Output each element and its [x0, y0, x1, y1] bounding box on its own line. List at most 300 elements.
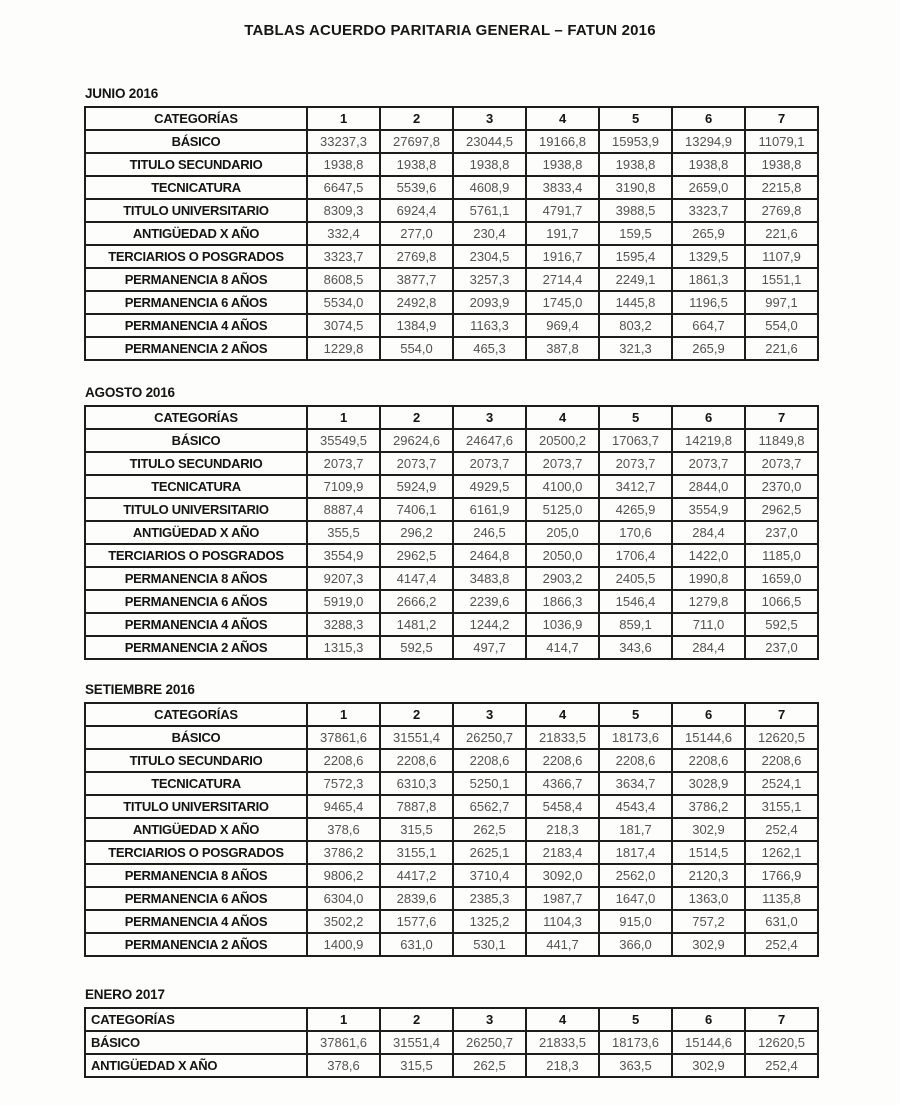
value-cell: 2666,2 [380, 590, 453, 613]
value-cell: 3155,1 [380, 841, 453, 864]
table-row [85, 864, 818, 887]
value-cell: 15953,9 [599, 130, 672, 153]
enero-2017-table [84, 1007, 819, 1078]
value-cell: 2050,0 [526, 544, 599, 567]
value-cell: 1163,3 [453, 314, 526, 337]
row-label-cell: BÁSICO [85, 1031, 307, 1054]
table-row [85, 772, 818, 795]
value-cell: 1938,8 [307, 153, 380, 176]
value-cell: 2073,7 [526, 452, 599, 475]
value-cell: 31551,4 [380, 1031, 453, 1054]
categories-header-cell: CATEGORÍAS [85, 107, 307, 130]
value-cell: 237,0 [745, 636, 818, 659]
value-cell: 23044,5 [453, 130, 526, 153]
value-cell: 252,4 [745, 1054, 818, 1077]
value-cell: 6562,7 [453, 795, 526, 818]
value-cell: 2073,7 [307, 452, 380, 475]
category-number-header-cell: 1 [307, 1008, 380, 1031]
value-cell: 1938,8 [672, 153, 745, 176]
value-cell: 5919,0 [307, 590, 380, 613]
value-cell: 387,8 [526, 337, 599, 360]
category-number-header-cell: 7 [745, 1008, 818, 1031]
value-cell: 3074,5 [307, 314, 380, 337]
section-label: ENERO 2017 [85, 987, 165, 1002]
category-number-header-cell: 6 [672, 406, 745, 429]
value-cell: 1938,8 [380, 153, 453, 176]
table-row [85, 910, 818, 933]
value-cell: 27697,8 [380, 130, 453, 153]
value-cell: 4608,9 [453, 176, 526, 199]
value-cell: 4417,2 [380, 864, 453, 887]
value-cell: 366,0 [599, 933, 672, 956]
value-cell: 2769,8 [745, 199, 818, 222]
value-cell: 3323,7 [307, 245, 380, 268]
row-label-cell: TECNICATURA [85, 176, 307, 199]
value-cell: 2093,9 [453, 291, 526, 314]
table-row [85, 314, 818, 337]
value-cell: 4100,0 [526, 475, 599, 498]
value-cell: 355,5 [307, 521, 380, 544]
junio-2016-table [84, 106, 819, 361]
row-label-cell: TITULO SECUNDARIO [85, 153, 307, 176]
value-cell: 2714,4 [526, 268, 599, 291]
value-cell: 1107,9 [745, 245, 818, 268]
page-title: TABLAS ACUERDO PARITARIA GENERAL – FATUN 2016 [244, 22, 656, 39]
value-cell: 2962,5 [380, 544, 453, 567]
row-label-cell: BÁSICO [85, 429, 307, 452]
setiembre-2016-table [84, 702, 819, 957]
value-cell: 2073,7 [453, 452, 526, 475]
table-row [85, 199, 818, 222]
value-cell: 12620,5 [745, 1031, 818, 1054]
value-cell: 2492,8 [380, 291, 453, 314]
value-cell: 1262,1 [745, 841, 818, 864]
table-row [85, 795, 818, 818]
table-row [85, 818, 818, 841]
value-cell: 4147,4 [380, 567, 453, 590]
value-cell: 1422,0 [672, 544, 745, 567]
value-cell: 11079,1 [745, 130, 818, 153]
table-row [85, 933, 818, 956]
value-cell: 997,1 [745, 291, 818, 314]
value-cell: 3155,1 [745, 795, 818, 818]
section-label: JUNIO 2016 [85, 86, 159, 101]
value-cell: 2625,1 [453, 841, 526, 864]
value-cell: 2208,6 [453, 749, 526, 772]
value-cell: 246,5 [453, 521, 526, 544]
value-cell: 554,0 [380, 337, 453, 360]
value-cell: 664,7 [672, 314, 745, 337]
value-cell: 631,0 [745, 910, 818, 933]
value-cell: 1577,6 [380, 910, 453, 933]
value-cell: 4543,4 [599, 795, 672, 818]
value-cell: 2208,6 [745, 749, 818, 772]
row-label-cell: PERMANENCIA 2 AÑOS [85, 636, 307, 659]
value-cell: 1135,8 [745, 887, 818, 910]
row-label-cell: ANTIGÜEDAD X AÑO [85, 521, 307, 544]
category-number-header-cell: 6 [672, 1008, 745, 1031]
value-cell: 19166,8 [526, 130, 599, 153]
value-cell: 1938,8 [526, 153, 599, 176]
header-row [85, 703, 818, 726]
value-cell: 378,6 [307, 1054, 380, 1077]
value-cell: 284,4 [672, 636, 745, 659]
category-number-header-cell: 2 [380, 703, 453, 726]
value-cell: 1745,0 [526, 291, 599, 314]
value-cell: 1279,8 [672, 590, 745, 613]
section-enero-2017 [84, 987, 900, 1078]
value-cell: 5924,9 [380, 475, 453, 498]
value-cell: 230,4 [453, 222, 526, 245]
value-cell: 265,9 [672, 337, 745, 360]
value-cell: 4366,7 [526, 772, 599, 795]
row-label-cell: ANTIGÜEDAD X AÑO [85, 818, 307, 841]
value-cell: 969,4 [526, 314, 599, 337]
category-number-header-cell: 2 [380, 406, 453, 429]
value-cell: 218,3 [526, 1054, 599, 1077]
section-setiembre-2016 [84, 682, 900, 957]
value-cell: 3288,3 [307, 613, 380, 636]
value-cell: 1196,5 [672, 291, 745, 314]
value-cell: 191,7 [526, 222, 599, 245]
value-cell: 6310,3 [380, 772, 453, 795]
value-cell: 2239,6 [453, 590, 526, 613]
row-label-cell: PERMANENCIA 8 AÑOS [85, 268, 307, 291]
value-cell: 4929,5 [453, 475, 526, 498]
table-row [85, 726, 818, 749]
row-label-cell: PERMANENCIA 2 AÑOS [85, 933, 307, 956]
value-cell: 1244,2 [453, 613, 526, 636]
table-row [85, 613, 818, 636]
row-label-cell: ANTIGÜEDAD X AÑO [85, 1054, 307, 1077]
value-cell: 2208,6 [526, 749, 599, 772]
value-cell: 554,0 [745, 314, 818, 337]
table-row [85, 429, 818, 452]
row-label-cell: TITULO SECUNDARIO [85, 452, 307, 475]
value-cell: 343,6 [599, 636, 672, 659]
value-cell: 18173,6 [599, 1031, 672, 1054]
row-label-cell: PERMANENCIA 6 AÑOS [85, 291, 307, 314]
value-cell: 181,7 [599, 818, 672, 841]
table-row [85, 268, 818, 291]
value-cell: 2073,7 [672, 452, 745, 475]
category-number-header-cell: 6 [672, 107, 745, 130]
category-number-header-cell: 2 [380, 107, 453, 130]
value-cell: 1990,8 [672, 567, 745, 590]
table-row [85, 841, 818, 864]
value-cell: 592,5 [380, 636, 453, 659]
category-number-header-cell: 1 [307, 107, 380, 130]
value-cell: 1325,2 [453, 910, 526, 933]
row-label-cell: PERMANENCIA 6 AÑOS [85, 887, 307, 910]
value-cell: 3483,8 [453, 567, 526, 590]
value-cell: 3786,2 [307, 841, 380, 864]
category-number-header-cell: 7 [745, 107, 818, 130]
value-cell: 14219,8 [672, 429, 745, 452]
value-cell: 170,6 [599, 521, 672, 544]
value-cell: 29624,6 [380, 429, 453, 452]
value-cell: 2249,1 [599, 268, 672, 291]
value-cell: 205,0 [526, 521, 599, 544]
category-number-header-cell: 6 [672, 703, 745, 726]
value-cell: 31551,4 [380, 726, 453, 749]
row-label-cell: TECNICATURA [85, 772, 307, 795]
section-junio-2016 [84, 86, 900, 361]
value-cell: 26250,7 [453, 1031, 526, 1054]
value-cell: 592,5 [745, 613, 818, 636]
value-cell: 1861,3 [672, 268, 745, 291]
value-cell: 1384,9 [380, 314, 453, 337]
value-cell: 252,4 [745, 818, 818, 841]
value-cell: 3710,4 [453, 864, 526, 887]
value-cell: 8309,3 [307, 199, 380, 222]
value-cell: 3323,7 [672, 199, 745, 222]
value-cell: 218,3 [526, 818, 599, 841]
header-row [85, 406, 818, 429]
value-cell: 18173,6 [599, 726, 672, 749]
row-label-cell: TERCIARIOS O POSGRADOS [85, 544, 307, 567]
value-cell: 1066,5 [745, 590, 818, 613]
value-cell: 315,5 [380, 1054, 453, 1077]
value-cell: 1916,7 [526, 245, 599, 268]
section-label: AGOSTO 2016 [85, 385, 175, 400]
value-cell: 1595,4 [599, 245, 672, 268]
value-cell: 296,2 [380, 521, 453, 544]
row-label-cell: PERMANENCIA 4 AÑOS [85, 314, 307, 337]
value-cell: 3988,5 [599, 199, 672, 222]
value-cell: 3412,7 [599, 475, 672, 498]
value-cell: 2073,7 [745, 452, 818, 475]
table-row [85, 498, 818, 521]
category-number-header-cell: 4 [526, 703, 599, 726]
table-row [85, 337, 818, 360]
category-number-header-cell: 4 [526, 1008, 599, 1031]
value-cell: 757,2 [672, 910, 745, 933]
value-cell: 497,7 [453, 636, 526, 659]
value-cell: 252,4 [745, 933, 818, 956]
category-number-header-cell: 5 [599, 703, 672, 726]
value-cell: 1481,2 [380, 613, 453, 636]
value-cell: 6161,9 [453, 498, 526, 521]
value-cell: 1315,3 [307, 636, 380, 659]
value-cell: 1363,0 [672, 887, 745, 910]
value-cell: 5125,0 [526, 498, 599, 521]
value-cell: 6304,0 [307, 887, 380, 910]
value-cell: 7887,8 [380, 795, 453, 818]
category-number-header-cell: 3 [453, 406, 526, 429]
row-label-cell: PERMANENCIA 6 AÑOS [85, 590, 307, 613]
value-cell: 414,7 [526, 636, 599, 659]
value-cell: 33237,3 [307, 130, 380, 153]
row-label-cell: PERMANENCIA 4 AÑOS [85, 910, 307, 933]
value-cell: 2844,0 [672, 475, 745, 498]
row-label-cell: TITULO UNIVERSITARIO [85, 498, 307, 521]
category-number-header-cell: 7 [745, 406, 818, 429]
value-cell: 2839,6 [380, 887, 453, 910]
value-cell: 1229,8 [307, 337, 380, 360]
category-number-header-cell: 2 [380, 1008, 453, 1031]
value-cell: 2562,0 [599, 864, 672, 887]
categories-header-cell: CATEGORÍAS [85, 703, 307, 726]
value-cell: 378,6 [307, 818, 380, 841]
value-cell: 284,4 [672, 521, 745, 544]
categories-header-cell: CATEGORÍAS [85, 406, 307, 429]
value-cell: 277,0 [380, 222, 453, 245]
row-label-cell: TERCIARIOS O POSGRADOS [85, 841, 307, 864]
value-cell: 332,4 [307, 222, 380, 245]
value-cell: 3554,9 [307, 544, 380, 567]
value-cell: 12620,5 [745, 726, 818, 749]
value-cell: 17063,7 [599, 429, 672, 452]
value-cell: 2120,3 [672, 864, 745, 887]
row-label-cell: BÁSICO [85, 726, 307, 749]
value-cell: 3092,0 [526, 864, 599, 887]
value-cell: 9207,3 [307, 567, 380, 590]
value-cell: 21833,5 [526, 726, 599, 749]
value-cell: 262,5 [453, 818, 526, 841]
table-row [85, 475, 818, 498]
value-cell: 915,0 [599, 910, 672, 933]
category-number-header-cell: 3 [453, 703, 526, 726]
value-cell: 1400,9 [307, 933, 380, 956]
table-row [85, 222, 818, 245]
value-cell: 2405,5 [599, 567, 672, 590]
row-label-cell: TITULO SECUNDARIO [85, 749, 307, 772]
value-cell: 2215,8 [745, 176, 818, 199]
value-cell: 2659,0 [672, 176, 745, 199]
table-row [85, 291, 818, 314]
table-row [85, 887, 818, 910]
value-cell: 24647,6 [453, 429, 526, 452]
agosto-2016-table [84, 405, 819, 660]
value-cell: 2903,2 [526, 567, 599, 590]
value-cell: 2183,4 [526, 841, 599, 864]
value-cell: 26250,7 [453, 726, 526, 749]
value-cell: 21833,5 [526, 1031, 599, 1054]
value-cell: 5539,6 [380, 176, 453, 199]
row-label-cell: PERMANENCIA 8 AÑOS [85, 864, 307, 887]
value-cell: 6647,5 [307, 176, 380, 199]
value-cell: 3786,2 [672, 795, 745, 818]
value-cell: 7572,3 [307, 772, 380, 795]
value-cell: 9465,4 [307, 795, 380, 818]
category-number-header-cell: 7 [745, 703, 818, 726]
value-cell: 5250,1 [453, 772, 526, 795]
value-cell: 1938,8 [453, 153, 526, 176]
row-label-cell: PERMANENCIA 4 AÑOS [85, 613, 307, 636]
value-cell: 1647,0 [599, 887, 672, 910]
value-cell: 1866,3 [526, 590, 599, 613]
value-cell: 2208,6 [380, 749, 453, 772]
table-row [85, 590, 818, 613]
row-label-cell: TECNICATURA [85, 475, 307, 498]
value-cell: 221,6 [745, 337, 818, 360]
value-cell: 1036,9 [526, 613, 599, 636]
category-number-header-cell: 1 [307, 703, 380, 726]
value-cell: 1546,4 [599, 590, 672, 613]
value-cell: 1329,5 [672, 245, 745, 268]
value-cell: 4791,7 [526, 199, 599, 222]
value-cell: 1817,4 [599, 841, 672, 864]
value-cell: 1514,5 [672, 841, 745, 864]
value-cell: 1185,0 [745, 544, 818, 567]
row-label-cell: ANTIGÜEDAD X AÑO [85, 222, 307, 245]
value-cell: 237,0 [745, 521, 818, 544]
table-row [85, 636, 818, 659]
row-label-cell: PERMANENCIA 8 AÑOS [85, 567, 307, 590]
value-cell: 465,3 [453, 337, 526, 360]
value-cell: 159,5 [599, 222, 672, 245]
section-label: SETIEMBRE 2016 [85, 682, 195, 697]
value-cell: 5534,0 [307, 291, 380, 314]
category-number-header-cell: 4 [526, 406, 599, 429]
value-cell: 2073,7 [599, 452, 672, 475]
table-row [85, 153, 818, 176]
value-cell: 302,9 [672, 818, 745, 841]
value-cell: 1938,8 [745, 153, 818, 176]
value-cell: 631,0 [380, 933, 453, 956]
category-number-header-cell: 5 [599, 1008, 672, 1031]
row-label-cell: TITULO UNIVERSITARIO [85, 199, 307, 222]
value-cell: 2769,8 [380, 245, 453, 268]
table-row [85, 452, 818, 475]
value-cell: 2073,7 [380, 452, 453, 475]
value-cell: 1659,0 [745, 567, 818, 590]
category-number-header-cell: 3 [453, 107, 526, 130]
section-agosto-2016 [84, 385, 900, 660]
value-cell: 302,9 [672, 933, 745, 956]
value-cell: 9806,2 [307, 864, 380, 887]
table-row [85, 544, 818, 567]
value-cell: 441,7 [526, 933, 599, 956]
value-cell: 2370,0 [745, 475, 818, 498]
value-cell: 530,1 [453, 933, 526, 956]
value-cell: 2304,5 [453, 245, 526, 268]
value-cell: 3877,7 [380, 268, 453, 291]
value-cell: 37861,6 [307, 726, 380, 749]
value-cell: 2524,1 [745, 772, 818, 795]
category-number-header-cell: 4 [526, 107, 599, 130]
value-cell: 262,5 [453, 1054, 526, 1077]
category-number-header-cell: 1 [307, 406, 380, 429]
row-label-cell: PERMANENCIA 2 AÑOS [85, 337, 307, 360]
value-cell: 321,3 [599, 337, 672, 360]
value-cell: 3554,9 [672, 498, 745, 521]
value-cell: 1706,4 [599, 544, 672, 567]
value-cell: 4265,9 [599, 498, 672, 521]
value-cell: 2208,6 [672, 749, 745, 772]
header-row [85, 107, 818, 130]
value-cell: 7406,1 [380, 498, 453, 521]
value-cell: 37861,6 [307, 1031, 380, 1054]
table-row [85, 749, 818, 772]
table-row [85, 1054, 818, 1077]
value-cell: 11849,8 [745, 429, 818, 452]
value-cell: 1766,9 [745, 864, 818, 887]
value-cell: 1938,8 [599, 153, 672, 176]
value-cell: 5458,4 [526, 795, 599, 818]
value-cell: 2464,8 [453, 544, 526, 567]
value-cell: 221,6 [745, 222, 818, 245]
value-cell: 3634,7 [599, 772, 672, 795]
category-number-header-cell: 5 [599, 406, 672, 429]
value-cell: 803,2 [599, 314, 672, 337]
value-cell: 2208,6 [599, 749, 672, 772]
value-cell: 3028,9 [672, 772, 745, 795]
value-cell: 13294,9 [672, 130, 745, 153]
value-cell: 1445,8 [599, 291, 672, 314]
table-row [85, 1031, 818, 1054]
